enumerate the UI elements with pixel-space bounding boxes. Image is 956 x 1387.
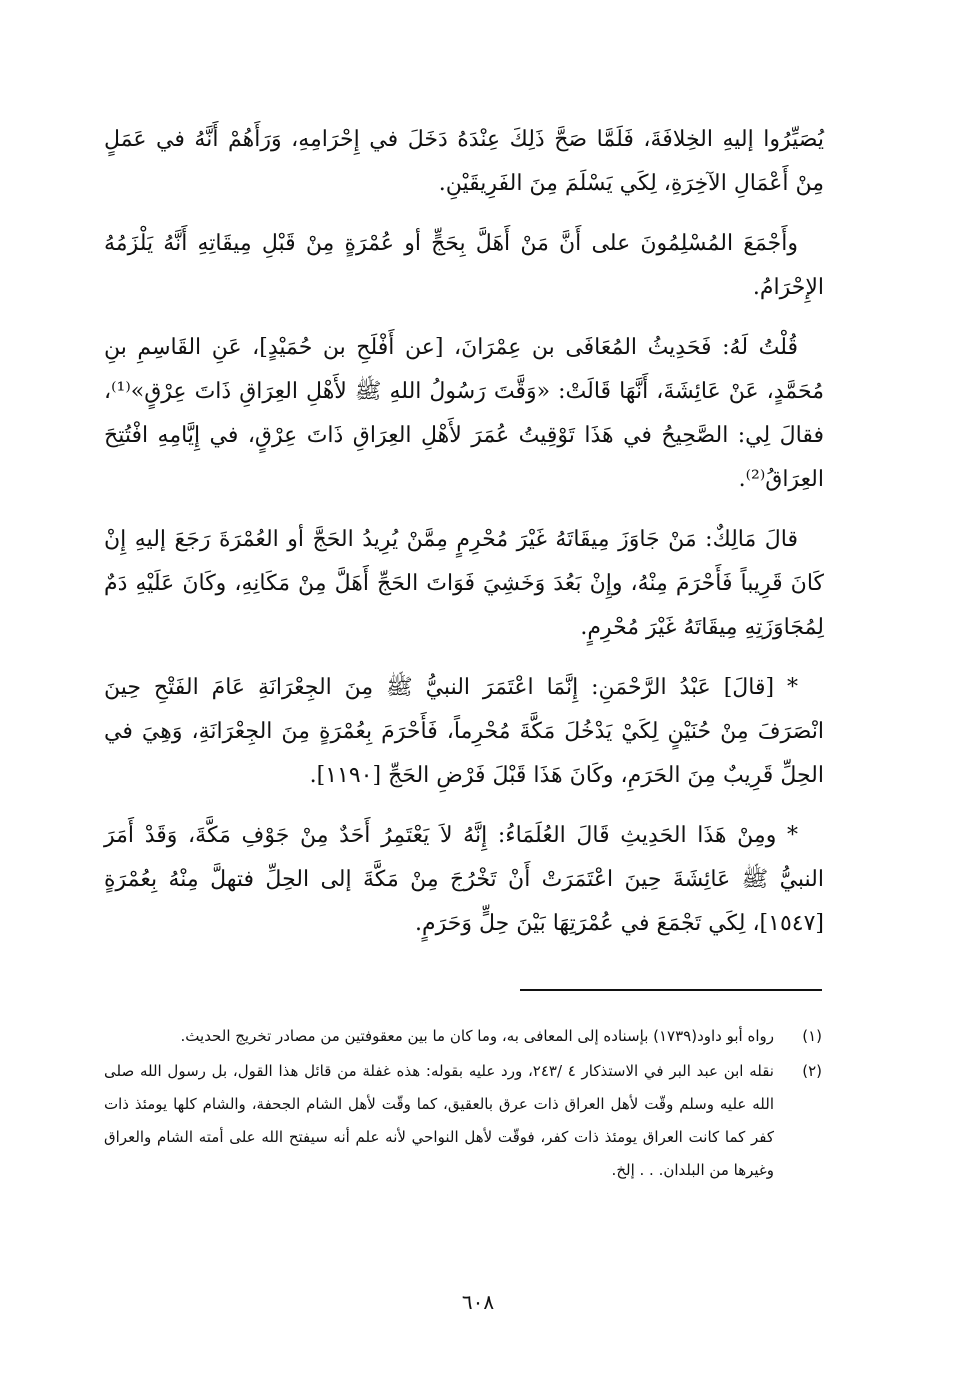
footnote [104, 1020, 822, 1053]
main-text [104, 118, 824, 962]
footnote-text: رواه أبو داود(١٧٣٩) بإسناده إلى المعافى به، وما كان ما بين معقوفتين من مصادر تخريج الحديث. [180, 1027, 774, 1045]
footnote-separator [520, 989, 822, 991]
page-number: ٦٠٨ [461, 1290, 495, 1314]
footnote-number: (٢) [802, 1062, 822, 1080]
paragraph: يُصَيِّرُوا إليهِ الخِلافَةَ، فَلَمَّا صَحَّ ذَلِكَ عِنْدَهُ دَخَلَ في إِحْرَامِهِ، وَرَأَهُمْ أَنَّهُ في عَمَلٍ مِنْ أَعْمَالِ الآخِرَةِ، لِكَي يَسْلَمَ مِنَ الفَرِيقَيْنِ. [104, 127, 824, 196]
footnote-text: نقله ابن عبد البر في الاستذكار ٤ /٢٤٣، ورد عليه بقوله: هذه غفلة من قائل هذا القول، بل رسول الله صلى الله عليه وسلم وقّت لأهل العراق ذات عرق بالعقيق، كما وقّت لأهل الشام الجحفة، والشام كلها يومئذ ذات كفر كما كانت العراق يومئذ ذات كفر، فوقّت لأهل النواحي لأنه علم أنه سيفتح الله على أمته الشام والعراق وغيرها من البلدان. . . إلخ. [104, 1062, 774, 1179]
paragraph: قُلْتُ لَهُ: فَحَدِيثُ المُعَافَى بن عِمْرَانَ، [عن أَفْلَحِ بن حُمَيْدٍ]، عَنِ القَاسِمِ بنِ مُحَمَّدٍ، عَنْ عَائِشَةَ، أَنَّهَا قَالَتْ: «وَقَّتَ رَسُولُ اللهِ ﷺ لأَهْلِ العِرَاقِ ذَاتَ عِرْقٍ»⁽¹⁾، فقالَ لِي: الصَّحِيحُ في هَذَا تَوْقِيتُ عُمَرَ لأَهْلِ العِرَاقِ ذَاتَ عِرْقٍ، في إِيَّامِهِ افْتُتِحَ العِرَاقُ⁽²⁾. [104, 335, 824, 492]
footnotes [104, 1020, 822, 1189]
paragraph: قالَ مَالِكٌ: مَنْ جَاوَزَ مِيقَاتَهُ غَيْرَ مُحْرِمٍ مِمَّنْ يُرِيدُ الحَجَّ أو العُمْرَةَ رَجَعَ إليهِ إِنْ كَانَ قَرِيباً فَأَحْرَمَ مِنْهُ، وإِنْ بَعُدَ وَخَشِيَ فَوَاتَ الحَجِّ أَهَلَّ مِنْ مَكَانِهِ، وكَانَ عَلَيْهِ دَمٌ لِمُجَاوَزَتِهِ مِيقَاتَهُ غَيْرَ مُحْرِمٍ. [104, 527, 824, 640]
footnote [104, 1055, 822, 1187]
paragraph: * ومِنْ هَذَا الحَدِيثِ قَالَ العُلَمَاءُ: إِنَّهُ لاَ يَعْتَمِرُ أَحَدٌ مِنْ جَوْفِ مَكَّةَ، وَقَدْ أَمَرَ النبيُّ ﷺ عَائِشَةَ حِينَ اعْتَمَرَتْ أَنْ تَخْرُجَ مِنْ مَكَّةَ إلى الحِلِّ فتهلَّ مِنْهُ بِعُمْرَةٍ [١٥٤٧]، لِكَي تَجْمَعَ في عُمْرَتِهَا بَيْنَ حِلٍّ وَحَرَمٍ. [104, 823, 824, 936]
footnote-number: (١) [802, 1027, 822, 1045]
paragraph: * [قالَ] عَبْدُ الرَّحْمَنِ: إِنَّمَا اعْتَمَرَ النبيُّ ﷺ مِنَ الجِعْرَانَةِ عَامَ الفَتْحِ حِينَ انْصَرَفَ مِنْ حُنَيْنٍ لِكَيْ يَدْخُلَ مَكَّةَ مُحْرِماً، فَأَحْرَمَ بِعُمْرَةٍ مِنَ الجِعْرَانَةِ، وَهِيَ في الحِلِّ قَرِيبٌ مِنَ الحَرَمِ، وكَانَ هَذَا قَبْلَ فَرْضِ الحَجِّ [١١٩٠]. [104, 675, 824, 788]
paragraph: وأَجْمَعَ المُسْلِمُونَ على أَنَّ مَنْ أَهَلَّ بِحَجٍّ أو عُمْرَةٍ مِنْ قَبْلِ مِيقَاتِهِ أَنَّهُ يَلْزَمُهُ الإِحْرَامُ. [104, 231, 824, 300]
